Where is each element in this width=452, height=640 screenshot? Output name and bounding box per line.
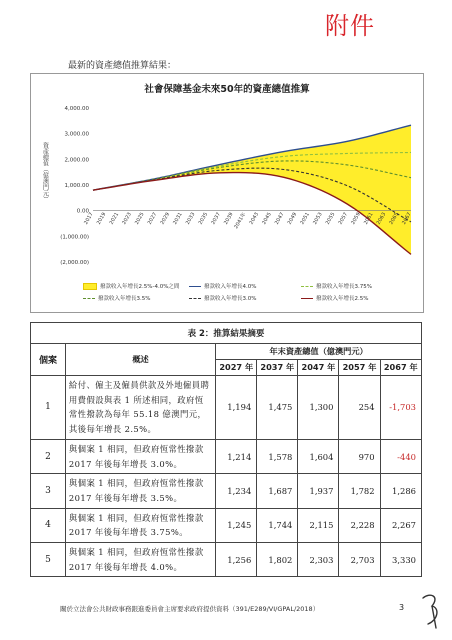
value-cell: 2,303 (298, 543, 339, 577)
legend-item-4-0 (189, 282, 256, 290)
y-tick-label: 2,000.00 (64, 157, 89, 164)
legend-swatch-4-0 (189, 286, 201, 287)
legend-label-area: 撥款收入年增長2.5%-4.0%之間 (100, 284, 180, 290)
case-description: 與個案 1 相同，但政府恆常性撥款2017 年後每年增長 3.5%。 (65, 474, 215, 508)
x-tick-label: 2045 (261, 211, 273, 226)
case-number: 4 (31, 508, 66, 542)
value-cell: 1,245 (216, 508, 257, 542)
x-tick-label: 2031 (172, 211, 184, 226)
case-number: 2 (31, 439, 66, 473)
case-description: 與個案 1 相同，但政府恆常性撥款2017 年後每年增長 3.0%。 (65, 439, 215, 473)
value-cell: 1,475 (257, 376, 298, 440)
asset-projection-chart (30, 73, 424, 313)
legend-item-2-5 (301, 294, 368, 302)
x-tick-label: 2019 (95, 211, 108, 226)
x-tick-label: 2055 (324, 211, 337, 226)
page-number: 3 (399, 603, 405, 612)
value-cell: 1,782 (339, 474, 380, 508)
value-cell-negative: -440 (380, 439, 421, 473)
y-tick-label: 4,000.00 (64, 106, 89, 112)
case-number: 3 (31, 474, 66, 508)
value-cell: 2,228 (339, 508, 380, 542)
chart-legend (31, 274, 423, 310)
value-cell: 970 (339, 439, 380, 473)
legend-swatch-2-5 (301, 298, 313, 299)
legend-swatch-3-0 (189, 298, 201, 299)
handwritten-signature (418, 590, 444, 630)
value-cell: 1,687 (257, 474, 298, 508)
footer-reference: 關於立法會公共財政事務跟進委員會主席要求政府提供資料（391/E289/VI/GPAL/2018） (60, 605, 320, 613)
value-cell: 1,214 (216, 439, 257, 473)
value-cell: 2,703 (339, 543, 380, 577)
value-cell: 1,802 (257, 543, 298, 577)
value-cell: 254 (339, 376, 380, 440)
x-tick-label: 2059 (350, 211, 362, 226)
value-cell: 3,330 (380, 543, 421, 577)
chart-title: 社會保障基金未來50年的資產總值推算 (144, 84, 310, 95)
projection-range-area (93, 125, 411, 254)
x-tick-label: 2065 (388, 211, 401, 226)
table-row (31, 376, 422, 440)
header-year: 2057 年 (339, 360, 380, 376)
x-tick-label: 2061 (363, 211, 375, 226)
x-tick-label: 2039 (223, 211, 235, 226)
value-cell: 2,115 (298, 508, 339, 542)
y-tick-label: 1,000.00 (64, 183, 89, 189)
header-year-group: 年末資產總值（億澳門元） (216, 344, 422, 360)
legend-label-4-0: 撥款收入年增長4.0% (204, 284, 257, 290)
x-tick-label: 2037 (210, 211, 222, 226)
case-description: 與個案 1 相同，但政府恆常性撥款2017 年後每年增長 3.75%。 (65, 508, 215, 542)
x-tick-label: 2025 (134, 211, 146, 226)
legend-swatch-3-75 (301, 286, 313, 287)
legend-swatch-3-5 (83, 298, 95, 299)
table-row (31, 474, 422, 508)
x-tick-label: 2063 (375, 211, 388, 226)
legend-label-3-0: 撥款收入年增長3.0% (204, 296, 257, 302)
x-tick-label: 2035 (197, 211, 210, 226)
x-tick-label: 2049 (286, 211, 299, 226)
y-tick-label: (1,000.00) (60, 234, 89, 241)
y-tick-label: 3,000.00 (64, 131, 89, 138)
value-cell: 1,937 (298, 474, 339, 508)
header-year: 2027 年 (216, 360, 257, 376)
value-cell: 1,234 (216, 474, 257, 508)
x-tick-label: 2017 (83, 211, 95, 226)
case-description: 給付、僱主及僱員供款及外地僱員聘用費假設與表 1 所述相同，政府恆常性撥款為每年 55.18 億澳門元，其後每年增長 2.5%。 (65, 376, 215, 440)
x-tick-label: 2053 (312, 211, 324, 226)
x-tick-label: 2051 (299, 211, 311, 226)
x-tick-label: 2021 (108, 211, 121, 226)
x-tick-label: 2067 (401, 211, 413, 226)
table-row (31, 543, 422, 577)
annex-label: 附件 (325, 12, 375, 40)
value-cell: 1,744 (257, 508, 298, 542)
value-cell: 1,256 (216, 543, 257, 577)
x-tick-label: 2033 (184, 211, 197, 226)
x-tick-label: 2047 (273, 211, 286, 226)
value-cell: 1,578 (257, 439, 298, 473)
legend-item-3-75 (301, 282, 372, 290)
header-case: 個案 (31, 344, 66, 376)
case-number: 1 (31, 376, 66, 440)
y-tick-label: 0.00 (76, 208, 89, 215)
y-axis-label: 資產總值（億澳門元） (41, 142, 49, 202)
legend-swatch-area (83, 283, 97, 290)
value-cell: 1,604 (298, 439, 339, 473)
legend-label-3-5: 撥款收入年增長3.5% (98, 296, 151, 302)
y-tick-label: (2,000.00) (60, 260, 89, 266)
header-desc: 概述 (65, 344, 215, 376)
header-year: 2047 年 (298, 360, 339, 376)
table-row (31, 508, 422, 542)
x-tick-label: 2043 (248, 211, 261, 226)
value-cell: 1,286 (380, 474, 421, 508)
legend-label-3-75: 撥款收入年增長3.75% (316, 284, 372, 290)
x-tick-label: 2041年 (233, 211, 248, 231)
table-row (31, 439, 422, 473)
x-tick-label: 2057 (337, 211, 350, 226)
legend-label-2-5: 撥款收入年增長2.5% (316, 296, 369, 302)
summary-table (30, 322, 422, 577)
legend-item-3-0 (189, 294, 256, 302)
value-cell: 2,267 (380, 508, 421, 542)
case-description: 與個案 1 相同，但政府恆常性撥款2017 年後每年增長 4.0%。 (65, 543, 215, 577)
intro-text: 最新的資產總值推算結果： (68, 61, 177, 71)
summary-table-wrap (30, 322, 422, 577)
legend-item-area (83, 282, 179, 290)
x-tick-label: 2027 (146, 211, 159, 226)
x-tick-label: 2029 (159, 211, 172, 226)
legend-item-3-5 (83, 294, 150, 302)
table-title: 表 2：推算結果摘要 (31, 323, 422, 344)
value-cell: 1,300 (298, 376, 339, 440)
case-number: 5 (31, 543, 66, 577)
value-cell-negative: -1,703 (380, 376, 421, 440)
x-tick-label: 2023 (121, 211, 133, 226)
chart-svg (31, 74, 423, 274)
header-year: 2037 年 (257, 360, 298, 376)
value-cell: 1,194 (216, 376, 257, 440)
header-year: 2067 年 (380, 360, 421, 376)
